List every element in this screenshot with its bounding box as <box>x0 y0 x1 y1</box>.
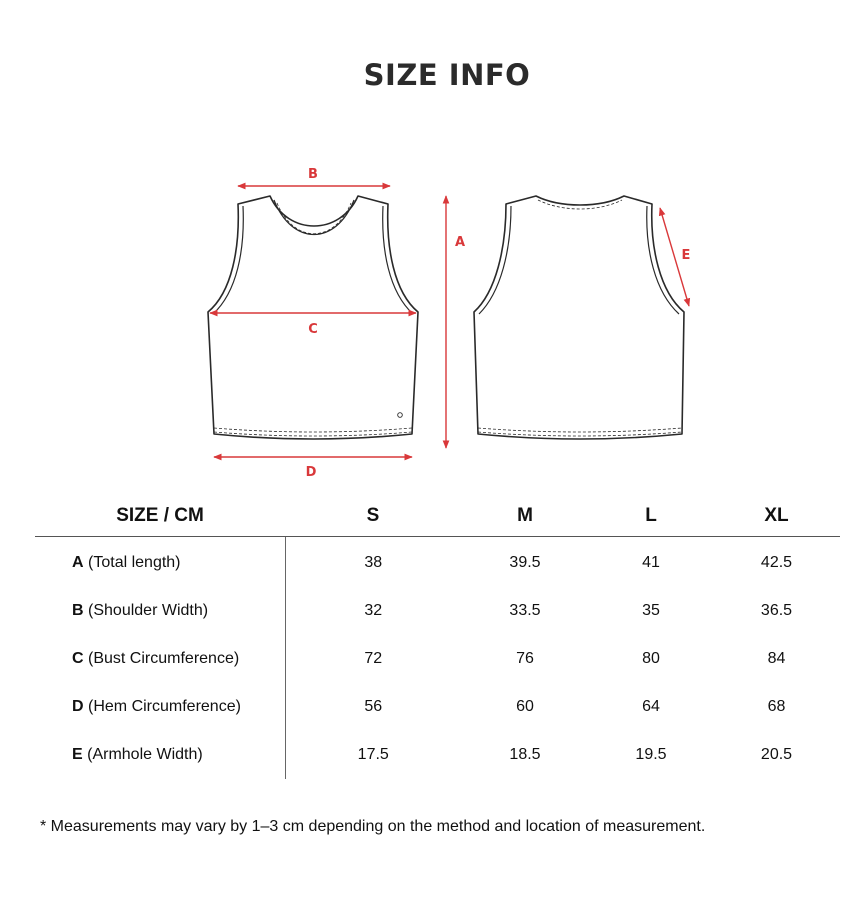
table-cell: 32 <box>364 602 383 619</box>
row-label <box>35 537 285 588</box>
table-cell: 20.5 <box>760 746 793 763</box>
dimension-label-b: B <box>308 167 318 182</box>
size-table <box>35 496 840 779</box>
table-cell: 56 <box>364 698 383 715</box>
table-cell: 19.5 <box>635 746 667 763</box>
measure-code: E <box>72 746 83 763</box>
table-cell: 36.5 <box>760 602 793 619</box>
table-cell: 60 <box>516 698 534 715</box>
dimension-label-d: D <box>305 465 317 480</box>
measure-name: (Hem Circumference) <box>88 698 241 715</box>
table-cell: 42.5 <box>760 554 793 571</box>
table-row <box>35 537 840 588</box>
front-view-tank-top <box>208 196 418 439</box>
header-size-l: L <box>589 496 713 537</box>
measure-name: (Bust Circumference) <box>88 650 240 667</box>
measure-name: (Armhole Width) <box>87 746 203 763</box>
table-cell: 18.5 <box>509 746 541 763</box>
table-row <box>35 683 840 731</box>
table-cell: 38 <box>364 554 383 571</box>
table-cell: 41 <box>642 554 660 571</box>
table-cell: 64 <box>642 698 660 715</box>
dimension-label-c: C <box>308 322 318 337</box>
back-view-tank-top <box>474 196 684 439</box>
dimension-label-a: A <box>454 235 466 250</box>
table-cell: 68 <box>767 698 786 715</box>
table-cell: 39.5 <box>509 554 541 571</box>
header-size-xl: XL <box>713 496 840 537</box>
table-cell: 35 <box>642 602 660 619</box>
measure-code: D <box>72 698 84 715</box>
table-cell: 76 <box>516 650 534 667</box>
table-cell: 80 <box>642 650 660 667</box>
table-cell: 84 <box>767 650 786 667</box>
measure-code: A <box>72 554 84 571</box>
page-title: SIZE INFO <box>363 58 531 92</box>
table-row <box>35 635 840 683</box>
table-row <box>35 731 840 779</box>
header-size-s: S <box>285 496 461 537</box>
row-label <box>35 587 285 635</box>
measure-name: (Total length) <box>88 554 181 571</box>
table-header-row <box>35 496 840 537</box>
measure-code: C <box>72 650 84 667</box>
row-label <box>35 731 285 779</box>
measurement-footnote: * Measurements may vary by 1–3 cm depending on the method and location of measurement. <box>40 818 706 835</box>
table-cell: 72 <box>364 650 383 667</box>
measure-code: B <box>72 602 84 619</box>
table-cell: 17.5 <box>357 746 389 763</box>
row-label <box>35 635 285 683</box>
table-cell: 33.5 <box>509 602 541 619</box>
header-size-m: M <box>461 496 589 537</box>
dimension-label-e: E <box>681 248 691 263</box>
row-label <box>35 683 285 731</box>
header-size-cm: SIZE / CM <box>35 496 285 537</box>
measure-name: (Shoulder Width) <box>88 602 209 619</box>
table-row <box>35 587 840 635</box>
